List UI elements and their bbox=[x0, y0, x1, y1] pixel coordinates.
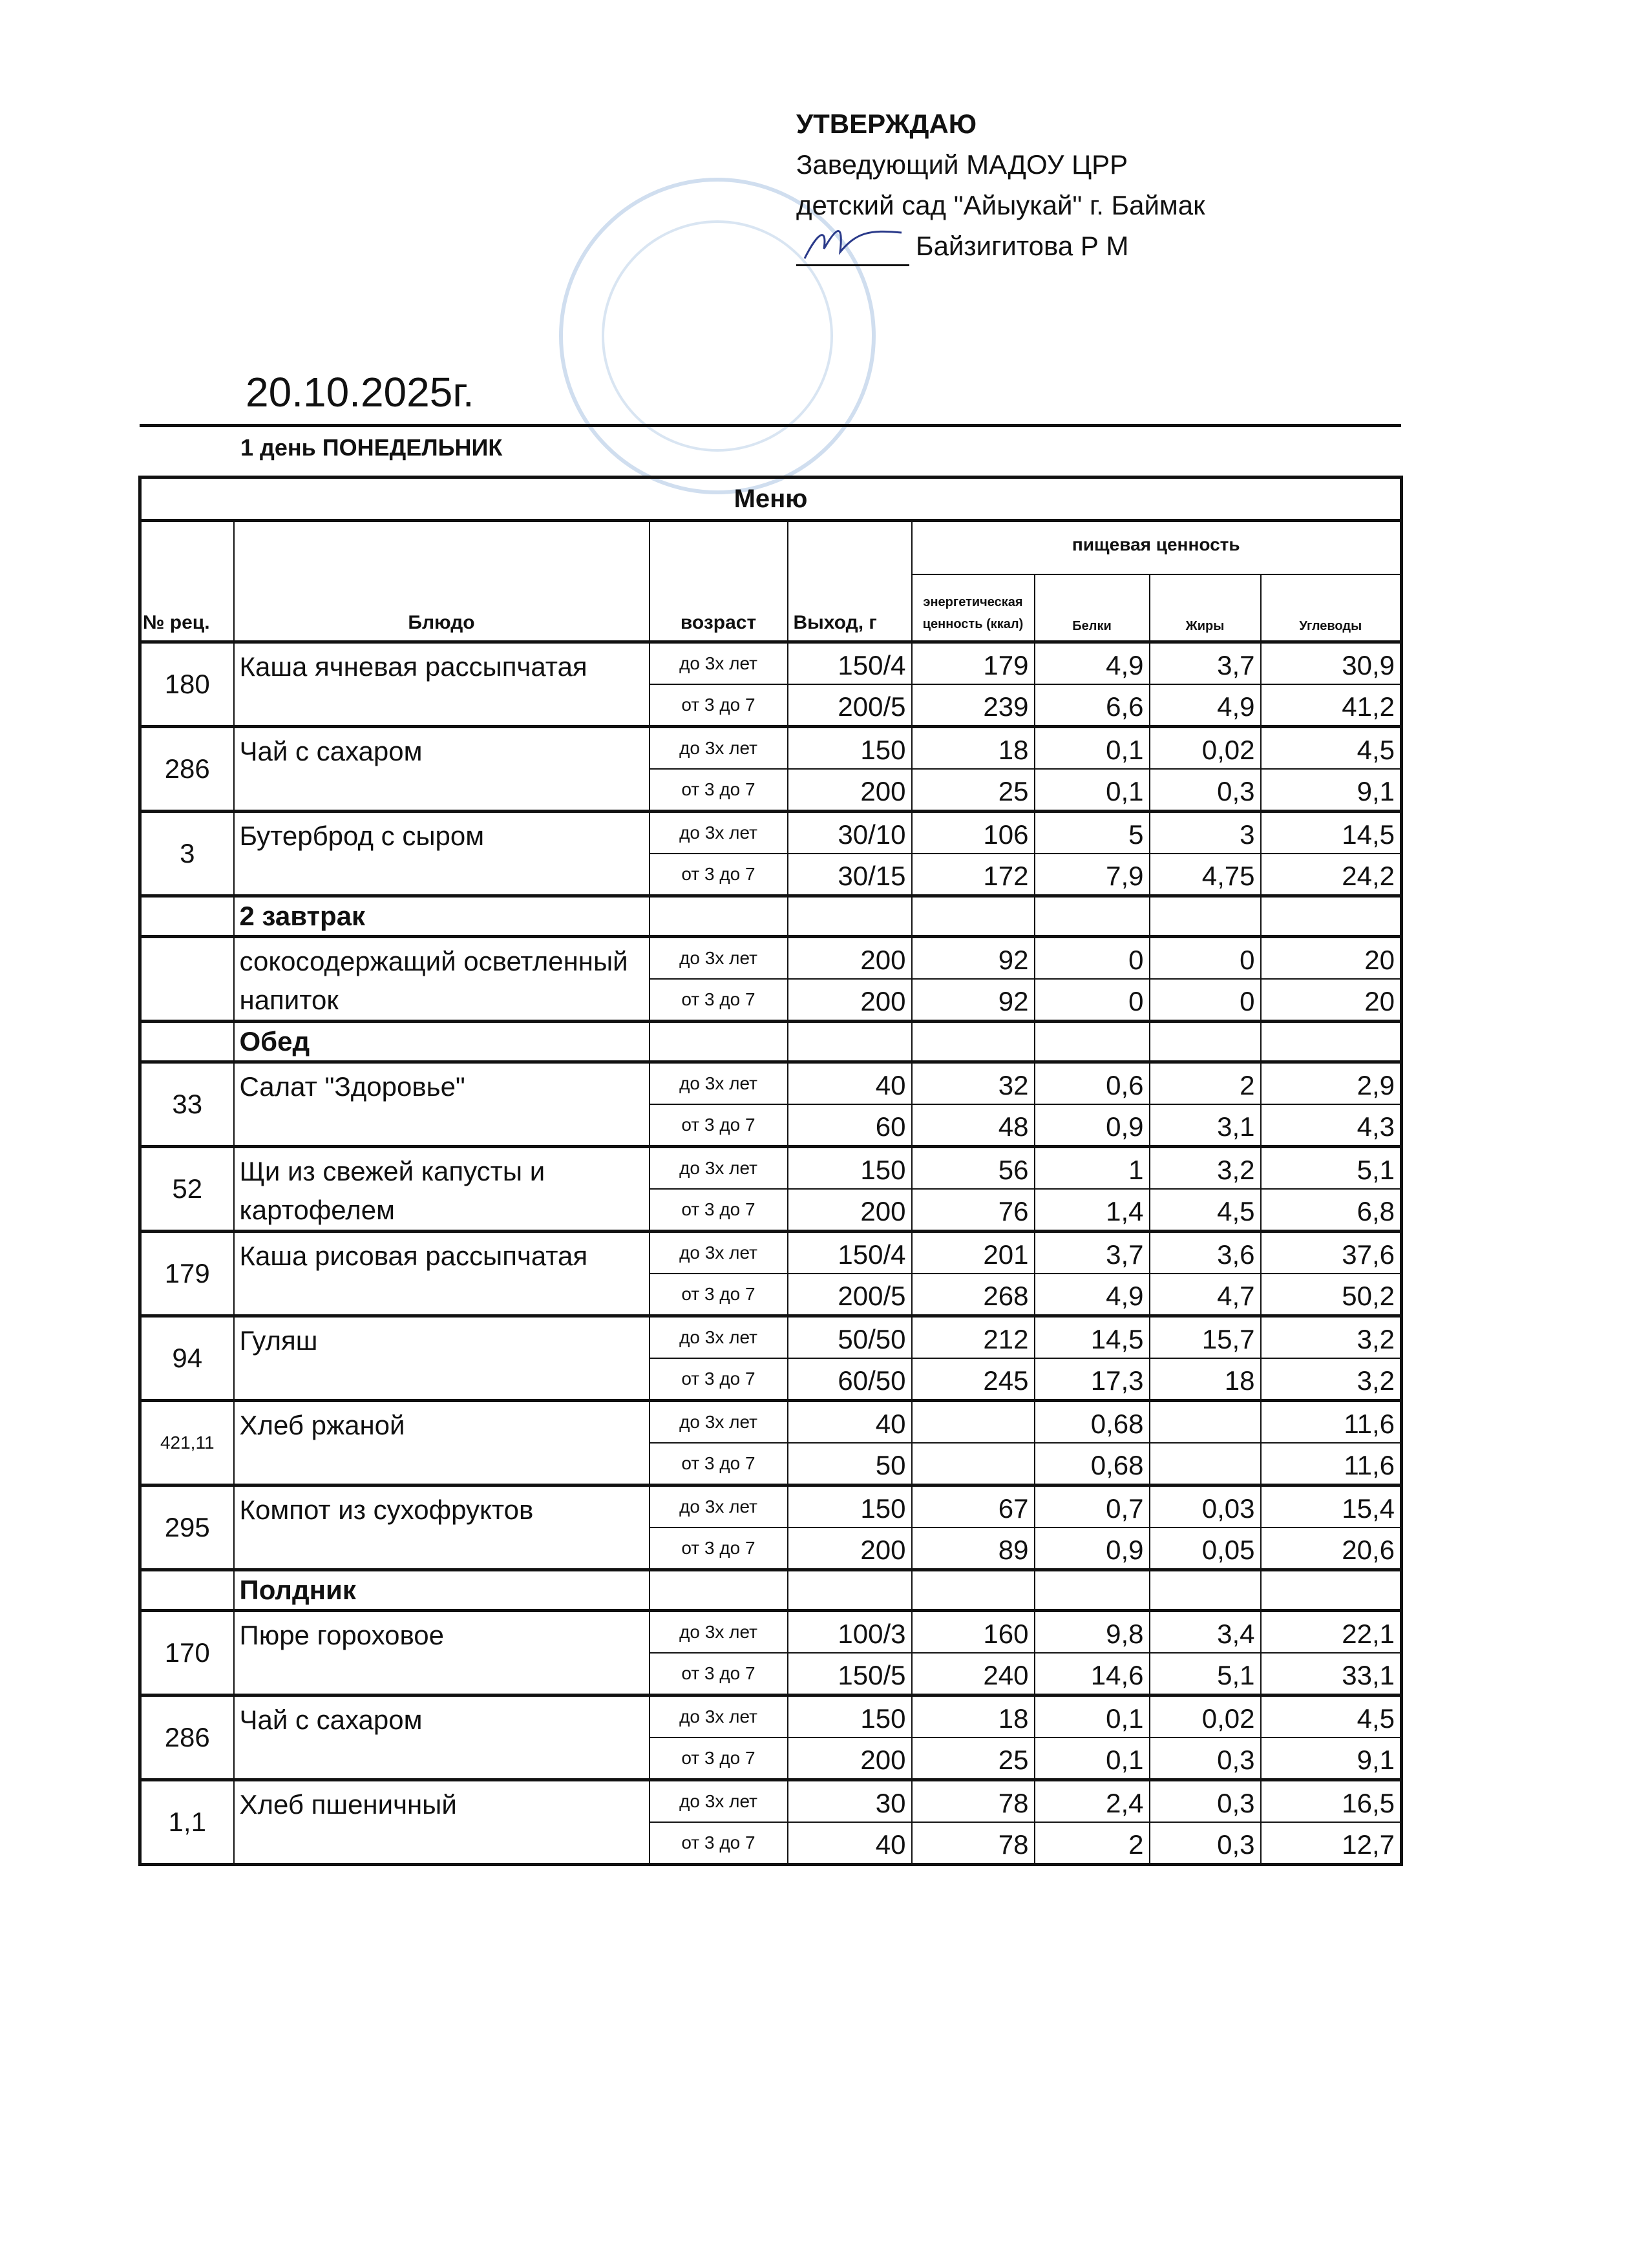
yield-value: 200 bbox=[788, 1528, 912, 1570]
carbs-value: 4,5 bbox=[1261, 1695, 1402, 1738]
kcal-value: 25 bbox=[912, 769, 1035, 812]
menu-day: 1 день ПОНЕДЕЛЬНИК bbox=[240, 434, 503, 461]
fat-value bbox=[1150, 1443, 1261, 1486]
fat-value: 3,4 bbox=[1150, 1610, 1261, 1653]
kcal-value: 67 bbox=[912, 1485, 1035, 1528]
approval-organization: детский сад "Айыукай" г. Баймак bbox=[796, 190, 1205, 220]
yield-value: 200 bbox=[788, 936, 912, 979]
carbs-value: 3,2 bbox=[1261, 1358, 1402, 1401]
yield-value: 200 bbox=[788, 979, 912, 1022]
kcal-value: 18 bbox=[912, 1695, 1035, 1738]
fat-value: 4,7 bbox=[1150, 1274, 1261, 1316]
yield-value: 60/50 bbox=[788, 1358, 912, 1401]
kcal-value: 78 bbox=[912, 1822, 1035, 1865]
fat-value: 3,1 bbox=[1150, 1104, 1261, 1147]
fat-value: 3 bbox=[1150, 811, 1261, 854]
carbs-value: 41,2 bbox=[1261, 684, 1402, 727]
carbs-value: 16,5 bbox=[1261, 1780, 1402, 1822]
empty-cell bbox=[788, 896, 912, 936]
approval-signer: Байзигитова Р М bbox=[916, 231, 1129, 261]
carbs-value: 20 bbox=[1261, 979, 1402, 1022]
kcal-value: 179 bbox=[912, 642, 1035, 684]
yield-value: 30/15 bbox=[788, 854, 912, 896]
age-group: до 3х лет bbox=[650, 1610, 788, 1653]
section-label: Обед bbox=[234, 1021, 650, 1062]
carbs-value: 14,5 bbox=[1261, 811, 1402, 854]
recipe-number: 421,11 bbox=[140, 1400, 234, 1485]
empty-cell bbox=[1150, 1570, 1261, 1610]
carbs-value: 11,6 bbox=[1261, 1400, 1402, 1443]
age-group: до 3х лет bbox=[650, 1485, 788, 1528]
fat-value: 0 bbox=[1150, 979, 1261, 1022]
carbs-value: 11,6 bbox=[1261, 1443, 1402, 1486]
age-group: от 3 до 7 bbox=[650, 769, 788, 812]
protein-value: 0,9 bbox=[1035, 1104, 1150, 1147]
carbs-value: 5,1 bbox=[1261, 1146, 1402, 1189]
dish-name: Салат "Здоровье" bbox=[234, 1062, 650, 1146]
protein-value: 2,4 bbox=[1035, 1780, 1150, 1822]
protein-value: 5 bbox=[1035, 811, 1150, 854]
age-group: до 3х лет bbox=[650, 1780, 788, 1822]
fat-value: 0,03 bbox=[1150, 1485, 1261, 1528]
dish-name: Хлеб ржаной bbox=[234, 1400, 650, 1485]
dish-name: Каша рисовая рассыпчатая bbox=[234, 1231, 650, 1316]
empty-cell bbox=[1261, 896, 1402, 936]
header-recipe-no: № рец. bbox=[140, 521, 234, 642]
empty-cell bbox=[650, 896, 788, 936]
protein-value: 1,4 bbox=[1035, 1189, 1150, 1232]
age-group: от 3 до 7 bbox=[650, 1822, 788, 1865]
kcal-value: 106 bbox=[912, 811, 1035, 854]
carbs-value: 20 bbox=[1261, 936, 1402, 979]
yield-value: 50/50 bbox=[788, 1316, 912, 1358]
empty-cell bbox=[1035, 896, 1150, 936]
protein-value: 0,1 bbox=[1035, 726, 1150, 769]
age-group: до 3х лет bbox=[650, 726, 788, 769]
kcal-value: 160 bbox=[912, 1610, 1035, 1653]
protein-value: 3,7 bbox=[1035, 1231, 1150, 1274]
age-group: до 3х лет bbox=[650, 1695, 788, 1738]
kcal-value: 239 bbox=[912, 684, 1035, 727]
carbs-value: 22,1 bbox=[1261, 1610, 1402, 1653]
protein-value: 0,1 bbox=[1035, 769, 1150, 812]
fat-value: 0,3 bbox=[1150, 1780, 1261, 1822]
kcal-value: 78 bbox=[912, 1780, 1035, 1822]
fat-value: 0,02 bbox=[1150, 726, 1261, 769]
protein-value: 6,6 bbox=[1035, 684, 1150, 727]
yield-value: 40 bbox=[788, 1400, 912, 1443]
yield-value: 100/3 bbox=[788, 1610, 912, 1653]
yield-value: 200 bbox=[788, 1738, 912, 1780]
header-nutrition: пищевая ценность bbox=[912, 521, 1402, 575]
table-row bbox=[140, 811, 1402, 854]
carbs-value: 9,1 bbox=[1261, 1738, 1402, 1780]
fat-value: 3,2 bbox=[1150, 1146, 1261, 1189]
protein-value: 9,8 bbox=[1035, 1610, 1150, 1653]
fat-value bbox=[1150, 1400, 1261, 1443]
kcal-value: 240 bbox=[912, 1653, 1035, 1696]
empty-cell bbox=[1035, 1570, 1150, 1610]
header-age: возраст bbox=[650, 521, 788, 642]
carbs-value: 15,4 bbox=[1261, 1485, 1402, 1528]
fat-value: 0,05 bbox=[1150, 1528, 1261, 1570]
kcal-value bbox=[912, 1443, 1035, 1486]
kcal-value: 268 bbox=[912, 1274, 1035, 1316]
protein-value: 4,9 bbox=[1035, 642, 1150, 684]
table-row bbox=[140, 936, 1402, 979]
fat-value: 15,7 bbox=[1150, 1316, 1261, 1358]
kcal-value bbox=[912, 1400, 1035, 1443]
kcal-value: 92 bbox=[912, 936, 1035, 979]
empty-cell bbox=[1261, 1021, 1402, 1062]
dish-name: Каша ячневая рассыпчатая bbox=[234, 642, 650, 726]
fat-value: 5,1 bbox=[1150, 1653, 1261, 1696]
protein-value: 7,9 bbox=[1035, 854, 1150, 896]
empty-cell bbox=[650, 1570, 788, 1610]
empty-cell bbox=[1150, 896, 1261, 936]
age-group: до 3х лет bbox=[650, 1231, 788, 1274]
kcal-value: 56 bbox=[912, 1146, 1035, 1189]
yield-value: 150/5 bbox=[788, 1653, 912, 1696]
protein-value: 0,9 bbox=[1035, 1528, 1150, 1570]
kcal-value: 212 bbox=[912, 1316, 1035, 1358]
dish-name: Компот из сухофруктов bbox=[234, 1485, 650, 1570]
recipe-number: 1,1 bbox=[140, 1780, 234, 1864]
age-group: до 3х лет bbox=[650, 1400, 788, 1443]
menu-table bbox=[138, 476, 1403, 1866]
carbs-value: 20,6 bbox=[1261, 1528, 1402, 1570]
yield-value: 40 bbox=[788, 1822, 912, 1865]
fat-value: 3,6 bbox=[1150, 1231, 1261, 1274]
table-row bbox=[140, 1400, 1402, 1443]
empty-cell bbox=[1035, 1021, 1150, 1062]
age-group: от 3 до 7 bbox=[650, 1653, 788, 1696]
age-group: до 3х лет bbox=[650, 936, 788, 979]
fat-value: 0,3 bbox=[1150, 1738, 1261, 1780]
age-group: от 3 до 7 bbox=[650, 1104, 788, 1147]
yield-value: 150 bbox=[788, 726, 912, 769]
section-row bbox=[140, 896, 1402, 936]
yield-value: 200/5 bbox=[788, 684, 912, 727]
protein-value: 17,3 bbox=[1035, 1358, 1150, 1401]
age-group: от 3 до 7 bbox=[650, 684, 788, 727]
age-group: от 3 до 7 bbox=[650, 854, 788, 896]
protein-value: 0 bbox=[1035, 936, 1150, 979]
dish-name: Чай с сахаром bbox=[234, 1695, 650, 1780]
table-row bbox=[140, 1146, 1402, 1189]
header-dish: Блюдо bbox=[234, 521, 650, 642]
carbs-value: 33,1 bbox=[1261, 1653, 1402, 1696]
protein-value: 0,7 bbox=[1035, 1485, 1150, 1528]
yield-value: 40 bbox=[788, 1062, 912, 1104]
kcal-value: 76 bbox=[912, 1189, 1035, 1232]
header-fat: Жиры bbox=[1150, 574, 1261, 642]
handwritten-signature bbox=[798, 220, 914, 271]
fat-value: 0,02 bbox=[1150, 1695, 1261, 1738]
table-row bbox=[140, 1485, 1402, 1528]
yield-value: 200 bbox=[788, 1189, 912, 1232]
fat-value: 2 bbox=[1150, 1062, 1261, 1104]
section-empty-cell bbox=[140, 896, 234, 936]
carbs-value: 3,2 bbox=[1261, 1316, 1402, 1358]
fat-value: 0,3 bbox=[1150, 769, 1261, 812]
recipe-number: 33 bbox=[140, 1062, 234, 1146]
empty-cell bbox=[1261, 1570, 1402, 1610]
approval-title: УТВЕРЖДАЮ bbox=[796, 109, 977, 139]
section-row bbox=[140, 1021, 1402, 1062]
empty-cell bbox=[788, 1570, 912, 1610]
recipe-number: 94 bbox=[140, 1316, 234, 1400]
empty-cell bbox=[912, 1570, 1035, 1610]
header-carbs: Углеводы bbox=[1261, 574, 1402, 642]
section-empty-cell bbox=[140, 1570, 234, 1610]
age-group: до 3х лет bbox=[650, 1316, 788, 1358]
table-row bbox=[140, 1695, 1402, 1738]
table-row bbox=[140, 1780, 1402, 1822]
carbs-value: 30,9 bbox=[1261, 642, 1402, 684]
kcal-value: 172 bbox=[912, 854, 1035, 896]
dish-name: Гуляш bbox=[234, 1316, 650, 1400]
table-row bbox=[140, 726, 1402, 769]
yield-value: 30/10 bbox=[788, 811, 912, 854]
recipe-number: 180 bbox=[140, 642, 234, 726]
protein-value: 0 bbox=[1035, 979, 1150, 1022]
fat-value: 3,7 bbox=[1150, 642, 1261, 684]
table-row bbox=[140, 1316, 1402, 1358]
section-label: 2 завтрак bbox=[234, 896, 650, 936]
yield-value: 150 bbox=[788, 1146, 912, 1189]
table-row bbox=[140, 1231, 1402, 1274]
yield-value: 200 bbox=[788, 769, 912, 812]
age-group: до 3х лет bbox=[650, 642, 788, 684]
kcal-value: 92 bbox=[912, 979, 1035, 1022]
yield-value: 150 bbox=[788, 1485, 912, 1528]
carbs-value: 24,2 bbox=[1261, 854, 1402, 896]
yield-value: 50 bbox=[788, 1443, 912, 1486]
kcal-value: 25 bbox=[912, 1738, 1035, 1780]
dish-name: Чай с сахаром bbox=[234, 726, 650, 811]
header-kcal: энергетическая ценность (ккал) bbox=[912, 574, 1035, 642]
yield-value: 150/4 bbox=[788, 1231, 912, 1274]
table-row bbox=[140, 1062, 1402, 1104]
age-group: от 3 до 7 bbox=[650, 979, 788, 1022]
empty-cell bbox=[912, 1021, 1035, 1062]
kcal-value: 48 bbox=[912, 1104, 1035, 1147]
recipe-number: 295 bbox=[140, 1485, 234, 1570]
age-group: от 3 до 7 bbox=[650, 1738, 788, 1780]
dish-name: Щи из свежей капусты и картофелем bbox=[234, 1146, 650, 1231]
approval-position: Заведующий МАДОУ ЦРР bbox=[796, 149, 1128, 180]
dish-name: Бутерброд с сыром bbox=[234, 811, 650, 896]
section-empty-cell bbox=[140, 1021, 234, 1062]
protein-value: 14,5 bbox=[1035, 1316, 1150, 1358]
carbs-value: 6,8 bbox=[1261, 1189, 1402, 1232]
dish-name: сокосодержащий осветленный напиток bbox=[234, 936, 650, 1021]
empty-cell bbox=[650, 1021, 788, 1062]
table-row bbox=[140, 1610, 1402, 1653]
fat-value: 4,9 bbox=[1150, 684, 1261, 727]
recipe-number bbox=[140, 936, 234, 1021]
age-group: от 3 до 7 bbox=[650, 1274, 788, 1316]
yield-value: 60 bbox=[788, 1104, 912, 1147]
header-protein: Белки bbox=[1035, 574, 1150, 642]
protein-value: 1 bbox=[1035, 1146, 1150, 1189]
carbs-value: 9,1 bbox=[1261, 769, 1402, 812]
carbs-value: 4,3 bbox=[1261, 1104, 1402, 1147]
table-title: Меню bbox=[140, 478, 1402, 521]
protein-value: 4,9 bbox=[1035, 1274, 1150, 1316]
empty-cell bbox=[912, 896, 1035, 936]
section-label: Полдник bbox=[234, 1570, 650, 1610]
divider bbox=[140, 424, 1401, 427]
section-row bbox=[140, 1570, 1402, 1610]
yield-value: 200/5 bbox=[788, 1274, 912, 1316]
protein-value: 0,1 bbox=[1035, 1738, 1150, 1780]
kcal-value: 32 bbox=[912, 1062, 1035, 1104]
fat-value: 0 bbox=[1150, 936, 1261, 979]
age-group: до 3х лет bbox=[650, 811, 788, 854]
empty-cell bbox=[788, 1021, 912, 1062]
age-group: от 3 до 7 bbox=[650, 1189, 788, 1232]
fat-value: 0,3 bbox=[1150, 1822, 1261, 1865]
dish-name: Пюре гороховое bbox=[234, 1610, 650, 1695]
protein-value: 0,1 bbox=[1035, 1695, 1150, 1738]
menu-date: 20.10.2025г. bbox=[246, 369, 474, 415]
recipe-number: 286 bbox=[140, 726, 234, 811]
fat-value: 18 bbox=[1150, 1358, 1261, 1401]
kcal-value: 18 bbox=[912, 726, 1035, 769]
protein-value: 0,68 bbox=[1035, 1443, 1150, 1486]
recipe-number: 52 bbox=[140, 1146, 234, 1231]
recipe-number: 170 bbox=[140, 1610, 234, 1695]
yield-value: 30 bbox=[788, 1780, 912, 1822]
carbs-value: 12,7 bbox=[1261, 1822, 1402, 1865]
yield-value: 150/4 bbox=[788, 642, 912, 684]
table-row bbox=[140, 642, 1402, 684]
fat-value: 4,5 bbox=[1150, 1189, 1261, 1232]
kcal-value: 245 bbox=[912, 1358, 1035, 1401]
carbs-value: 37,6 bbox=[1261, 1231, 1402, 1274]
protein-value: 2 bbox=[1035, 1822, 1150, 1865]
dish-name: Хлеб пшеничный bbox=[234, 1780, 650, 1864]
empty-cell bbox=[1150, 1021, 1261, 1062]
carbs-value: 50,2 bbox=[1261, 1274, 1402, 1316]
header-yield: Выход, г bbox=[788, 521, 912, 642]
protein-value: 14,6 bbox=[1035, 1653, 1150, 1696]
recipe-number: 286 bbox=[140, 1695, 234, 1780]
kcal-value: 89 bbox=[912, 1528, 1035, 1570]
yield-value: 150 bbox=[788, 1695, 912, 1738]
age-group: от 3 до 7 bbox=[650, 1443, 788, 1486]
age-group: от 3 до 7 bbox=[650, 1528, 788, 1570]
protein-value: 0,6 bbox=[1035, 1062, 1150, 1104]
kcal-value: 201 bbox=[912, 1231, 1035, 1274]
protein-value: 0,68 bbox=[1035, 1400, 1150, 1443]
carbs-value: 4,5 bbox=[1261, 726, 1402, 769]
carbs-value: 2,9 bbox=[1261, 1062, 1402, 1104]
recipe-number: 179 bbox=[140, 1231, 234, 1316]
age-group: от 3 до 7 bbox=[650, 1358, 788, 1401]
fat-value: 4,75 bbox=[1150, 854, 1261, 896]
age-group: до 3х лет bbox=[650, 1062, 788, 1104]
recipe-number: 3 bbox=[140, 811, 234, 896]
age-group: до 3х лет bbox=[650, 1146, 788, 1189]
